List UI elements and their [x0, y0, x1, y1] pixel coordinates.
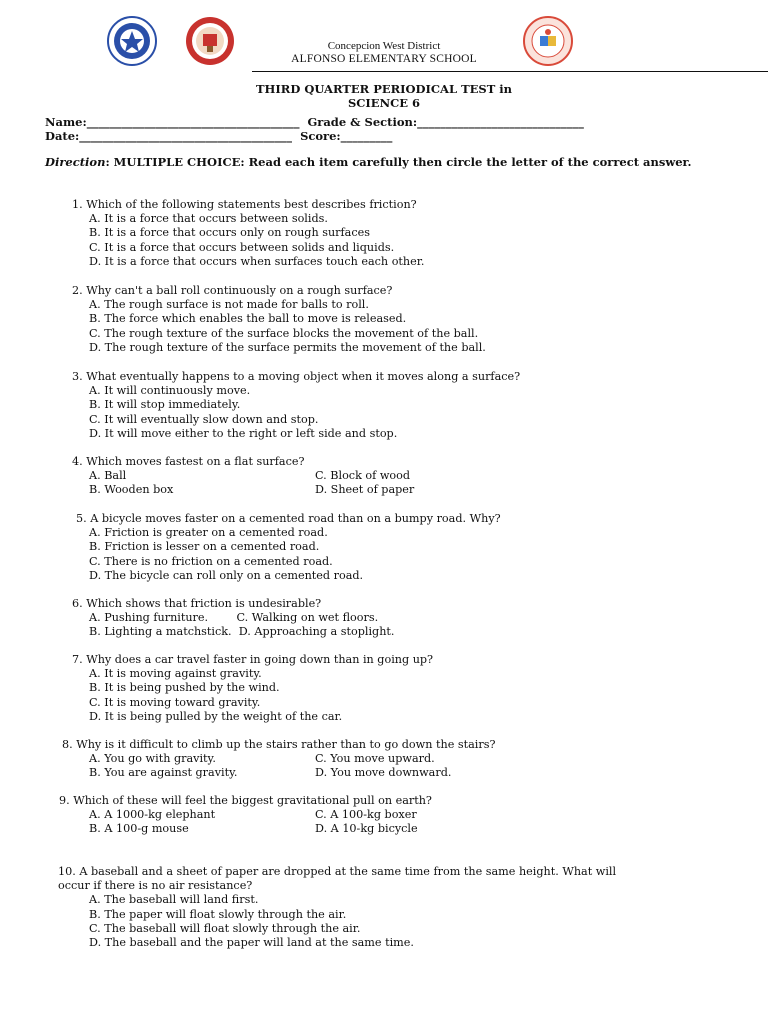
option-b[interactable]: B. It will stop immediately. [89, 398, 241, 412]
option-b[interactable]: B. The force which enables the ball to move is released. [89, 312, 407, 326]
question-stem: 8. Why is it difficult to climb up the stairs rather than to go down the stairs? [62, 738, 496, 751]
option-d[interactable]: D. A 10-kg bicycle [315, 822, 418, 836]
direction-text [45, 155, 725, 170]
option-a[interactable]: A. It is a force that occurs between solids. [89, 212, 328, 226]
option-c[interactable]: C. A 100-kg boxer [315, 808, 417, 822]
question-stem: 7. Why does a car travel faster in going down than in going up? [72, 653, 434, 666]
option-b[interactable]: B. You are against gravity. [89, 766, 238, 780]
question-8 [62, 738, 515, 781]
header-divider [252, 71, 768, 72]
question-stem: 4. Which moves fastest on a flat surface? [72, 455, 305, 468]
option-a[interactable]: A. Friction is greater on a cemented road. [89, 526, 328, 540]
question-9 [59, 794, 515, 837]
name-field: Name:_____________________________________ [45, 115, 300, 129]
question-3 [72, 370, 520, 441]
option-a[interactable]: A. The baseball will land first. [89, 893, 259, 907]
option-b[interactable]: B. Wooden box [89, 483, 174, 497]
option-a[interactable]: A. The rough surface is not made for balls to roll. [89, 298, 369, 312]
option-c[interactable]: C. The baseball will float slowly through the air. [89, 921, 361, 935]
date-field: Date:_____________________________________ [45, 129, 293, 143]
district-name: Concepcion West District [327, 40, 441, 52]
name-grade-row [45, 115, 584, 129]
options-row-1[interactable]: A. Pushing furniture. C. Walking on wet floors. [89, 611, 379, 625]
question-4 [72, 455, 515, 498]
direction-label: Direction [45, 155, 106, 169]
test-title: THIRD QUARTER PERIODICAL TEST in [256, 82, 512, 96]
question-5 [76, 512, 501, 583]
option-c[interactable]: C. It will eventually slow down and stop. [89, 412, 319, 426]
option-c[interactable]: C. You move upward. [315, 752, 435, 766]
option-d[interactable]: D. It is being pulled by the weight of the car. [89, 709, 343, 723]
question-stem: 1. Which of the following statements best describes friction? [72, 198, 417, 211]
score-field: Score:_________ [300, 129, 393, 143]
option-c[interactable]: C. There is no friction on a cemented road. [89, 554, 333, 568]
option-d[interactable]: D. The bicycle can roll only on a cemented road. [89, 568, 364, 582]
option-b[interactable]: B. It is a force that occurs only on rough surfaces [89, 226, 370, 240]
direction-body: : MULTIPLE CHOICE: Read each item carefully then circle the letter of the correct answer. [105, 155, 692, 169]
option-a[interactable]: A. Ball [89, 469, 127, 483]
question-stem: 2. Why can't a ball roll continuously on a rough surface? [72, 284, 393, 297]
option-d[interactable]: D. It will move either to the right or left side and stop. [89, 426, 398, 440]
option-c[interactable]: C. The rough texture of the surface blocks the movement of the ball. [89, 326, 479, 340]
option-d[interactable]: D. You move downward. [315, 766, 452, 780]
option-b[interactable]: B. The paper will float slowly through the air. [89, 907, 347, 921]
option-d[interactable]: D. The rough texture of the surface permits the movement of the ball. [89, 340, 486, 354]
question-stem: 3. What eventually happens to a moving object when it moves along a surface? [72, 370, 521, 383]
option-c[interactable]: C. It is a force that occurs between solids and liquids. [89, 240, 395, 254]
question-stem-continued: occur if there is no air resistance? [58, 879, 253, 893]
option-c[interactable]: C. It is moving toward gravity. [89, 695, 261, 709]
option-d[interactable]: D. It is a force that occurs when surfaces touch each other. [89, 254, 425, 268]
question-stem: 6. Which shows that friction is undesirable? [72, 597, 322, 610]
grade-section-field: Grade & Section:_____________________________ [307, 115, 584, 129]
test-subject: SCIENCE 6 [347, 96, 421, 110]
question-2 [72, 284, 486, 355]
question-6 [72, 597, 394, 640]
question-stem: 5. A bicycle moves faster on a cemented road than on a bumpy road. Why? [76, 512, 501, 525]
option-b[interactable]: B. A 100-g mouse [89, 822, 189, 836]
question-10 [58, 865, 616, 950]
option-d[interactable]: D. Sheet of paper [315, 483, 415, 497]
question-7 [72, 653, 433, 724]
question-1 [72, 198, 424, 269]
option-a[interactable]: A. A 1000-kg elephant [89, 808, 216, 822]
option-a[interactable]: A. You go with gravity. [89, 752, 216, 766]
question-stem: 10. A baseball and a sheet of paper are dropped at the same time from the same height. What will [58, 865, 617, 878]
option-a[interactable]: A. It will continuously move. [89, 384, 251, 398]
school-name: ALFONSO ELEMENTARY SCHOOL [291, 53, 477, 65]
question-stem: 9. Which of these will feel the biggest gravitational pull on earth? [59, 794, 432, 807]
option-b[interactable]: B. Friction is lesser on a cemented road. [89, 540, 320, 554]
option-a[interactable]: A. It is moving against gravity. [89, 667, 262, 681]
option-c[interactable]: C. Block of wood [315, 469, 411, 483]
option-d[interactable]: D. The baseball and the paper will land at the same time. [89, 936, 414, 950]
date-score-row [45, 129, 392, 143]
option-b[interactable]: B. It is being pushed by the wind. [89, 681, 280, 695]
options-row-2[interactable]: B. Lighting a matchstick. D. Approaching a stoplight. [89, 625, 395, 639]
